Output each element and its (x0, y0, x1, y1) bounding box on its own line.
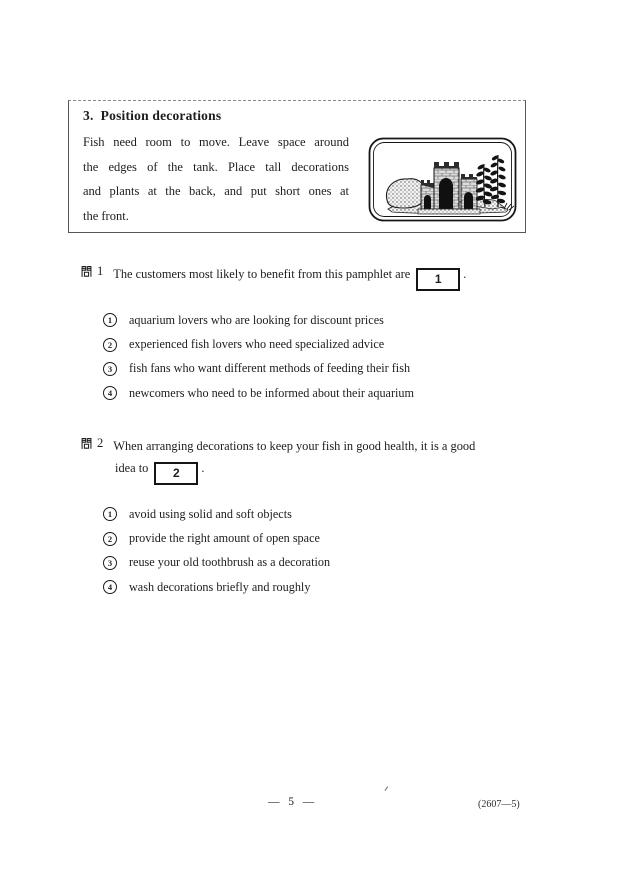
option-row: 3 fish fans who want different methods of feeding their fish (103, 357, 414, 381)
option-row: 4 wash decorations briefly and roughly (103, 575, 330, 599)
pamphlet-section-box (68, 100, 526, 233)
question-2-line2 (115, 457, 204, 485)
question-2-label (80, 432, 103, 455)
mon-kanji-icon (80, 437, 93, 450)
page-number: — 5 — (268, 796, 316, 808)
question-number: 2 (97, 436, 104, 450)
aquarium-illustration (368, 137, 517, 228)
question-1-options (103, 308, 414, 406)
question-2-period: . (201, 461, 205, 475)
body-line: and plants at the back, and put short ones at (83, 184, 349, 199)
question-2-prompt-line1: When arranging decorations to keep your fish in good health, it is a good (113, 439, 476, 453)
option-row: 1 aquarium lovers who are looking for discount prices (103, 308, 414, 332)
section-heading: 3. Position decorations (83, 108, 222, 123)
answer-box-1: 1 (416, 268, 460, 291)
mon-kanji-icon (80, 265, 93, 278)
answer-box-2: 2 (154, 462, 198, 485)
option-row: 1 avoid using solid and soft objects (103, 502, 330, 526)
circled-number-icon: 2 (103, 532, 117, 546)
scan-artifact-mark (384, 786, 388, 791)
body-line: Fish need room to move. Leave space around (83, 135, 349, 149)
question-1 (80, 260, 466, 291)
question-number: 1 (97, 264, 104, 278)
option-row: 2 provide the right amount of open space (103, 526, 330, 550)
body-line: the front. (83, 209, 129, 224)
question-1-label (80, 260, 103, 283)
circled-number-icon: 3 (103, 362, 117, 376)
option-row: 3 reuse your old toothbrush as a decoration (103, 551, 330, 575)
circled-number-icon: 4 (103, 386, 117, 400)
circled-number-icon: 3 (103, 556, 117, 570)
circled-number-icon: 1 (103, 313, 117, 327)
body-line: the edges of the tank. Place tall decorations (83, 159, 349, 174)
question-2 (80, 432, 475, 458)
circled-number-icon: 1 (103, 507, 117, 521)
circled-number-icon: 4 (103, 580, 117, 594)
booklet-code: (2607—5) (478, 799, 520, 810)
option-row: 4 newcomers who need to be informed about their aquarium (103, 381, 414, 405)
circled-number-icon: 2 (103, 338, 117, 352)
question-2-options (103, 502, 330, 600)
question-1-period: . (463, 267, 467, 281)
question-1-prompt: The customers most likely to benefit from this pamphlet are (113, 267, 411, 281)
option-row: 2 experienced fish lovers who need specialized advice (103, 332, 414, 356)
question-2-prompt-line2: idea to (115, 461, 149, 475)
section-body (83, 130, 349, 229)
